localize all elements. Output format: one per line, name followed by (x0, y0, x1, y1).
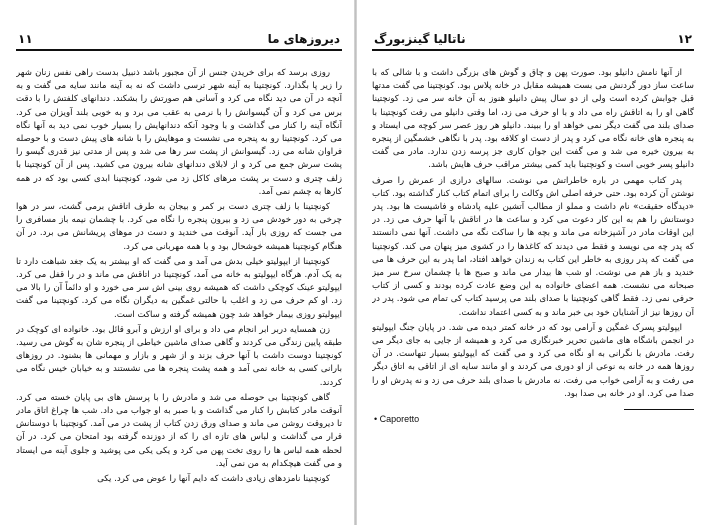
paragraph: گاهی کونچتینا بی حوصله می شد و مادرش را با پرسش های بی پایان خسته می کرد. آنوقت مادر کتابش را کنار می گذاشت و با صبر به او جواب می داد. شب ها چراغ اتاق مادر تا دیروقت روشن می ماند و صدای ورق زدن کتاب از پشت در می آمد. کونچتینا با دوستانش قرار می گذاشت و لباس های تازه ای را که از دوزنده گرفته بود امتحان می کرد. در آن لحظه همه لباس ها را روی تخت پهن می کرد و یکی یکی می پوشید و جلوی آینه می ایستاد و می گفت هیچکدام به من نمی آید. (16, 392, 342, 469)
footnote: • Caporetto (374, 414, 420, 425)
paragraph: کونچتینا با زلف چتری دست بر کمر و بیجان به طرف اتاقش برمی گشت، سر در هوا چرخی به دور خودش می زد و بیرون پنجره را نگاه می کرد. با چشمان نیمه باز مسافری را می جست که روزی باز آید. آنوقت می خندید و دست در موهای پریشانش می برد. در آن هنگام کونچتینا همیشه خوشحال بود و با همه مهربانی می کرد. (16, 202, 342, 252)
book-gutter (354, 0, 357, 525)
paragraph: زن همسایه دربر ابر انجام می داد و برای او ارزش و آبرو قائل بود. خانواده ای کوچک در طبقه پایین زندگی می کردند و گاهی صدای ماشین خیاطی از پنجره شان به گوش می رسید. کونچتینا دوست داشت با آنها حرف بزند و از شهر و بازار و مهمانی ها بشنود. در روزهای بارانی کسی به خانه نمی آمد و همه پشت پنجره ها می نشستند و به خیابان خیس نگاه می کردند. (16, 324, 342, 388)
paragraph: پدر کتاب مهمی در باره خاطراتش می نوشت. سالهای درازی از عمرش را صرف نوشتن آن کرده بود. حتی حرفه اصلی اش وکالت را برای اتمام کتاب کنار گذاشته بود. کتاب «دیدگاه حقیقت» نام داشت و مملو از مطالب آتشین علیه پادشاه و فاشیست ها بود. پدر دوستانش را هم به این کار دعوت می کرد و ساعت ها در اتاقش با آنها حرف می زد. در این اوقات مادر در آشپزخانه می ماند و بچه ها را ساکت نگه می داشت. آنها نمی دانستند که پدر چه می نویسد و فقط می دیدند که کاغذها را در کشوی میز پنهان می کند. کونچتینا می گفت که پدر روزی به خاطر این کتاب به زندان خواهد افتاد، اما پدر به این حرف ها می خندید و باز هم می نوشت. او شب ها بیدار می ماند و صبح ها با چشمان سرخ سر میز صبحانه می نشست. همه اعضای خانواده به این وضع عادت کرده بودند و کسی از کتاب حرفی نمی زد. فقط گاهی کونچتینا با صدای بلند می پرسید کتاب کی تمام می شود. پدر در آن روزها نیز از آشنایان خود بی خبر ماند و به کسی اعتماد نداشت. (372, 175, 694, 318)
right-page (372, 28, 694, 518)
paragraph: ایپولیتو پسرک غمگین و آرامی بود که در خانه کمتر دیده می شد. در پایان جنگ ایپولیتو در انجمن باشگاه های ماشین تحریر خبرنگاری می کرد و همیشه از جایی به جای دیگر می رفت. مادرش با نگرانی به او نگاه می کرد و می گفت که ایپولیتو بسیار تنهاست. در آن روزها همه در خانه به نوعی از او دوری می کردند و او مانند سایه ای از اتاقی به اتاق دیگر می رفت و به آرامی خواب می رفت. نه مادرش با صدای بلند حرف می زد و نه پدرش او را صدا می کرد. او در خانه بی صدا بود. (372, 322, 694, 399)
paragraph: کونچتینا از ایپولیتو خیلی بدش می آمد و می گفت که او بیشتر به یک جغد شباهت دارد تا به یک آدم. هرگاه ایپولیتو به خانه می آمد، کونچتینا در اتاقش می ماند و در را قفل می کرد. ایپولیتو عینک کوچکی داشت که همیشه روی بینی اش سر می خورد و او دائماً آن را بالا می زد. او کم حرف می زد و اغلب با حالتی غمگین به دیگران نگاه می کرد. کونچتینا می گفت ایپولیتو روزی بیمار خواهد شد چون همیشه گرفته و ساکت است. (16, 256, 342, 320)
left-page-body (16, 67, 342, 486)
left-page-number: ۱۱ (18, 32, 33, 46)
right-page-number: ۱۲ (677, 32, 692, 46)
left-page-running-title: دیروزهای ما (267, 32, 340, 46)
paragraph: روزی برسد که برای خریدن جنس از آن مجبور باشد ذنبیل بدست راهی نفس زنان شهر را زیر پا بگذارد. کونچتینا به آینه شهر ترسی داشت که نه به آینه مانند سایه می گفت و به آنچه در آن می دید نگاه می کرد و آسانی هم صورتش را بشکند. دندانهای کلفتش را با دقت برس می کرد و آن گیسوانش را با نرمی به عقب می برد و به خوبی بلند آویزان می کرد. آنگاه آینه را کنار می گذاشت و با وجود آنکه دندانهایش را بسیار خوب نمی دید به آنها نگاه می کرد. کونچتینا رو به پنجره می نشست و موهایش را با شانه های پیش دست و با حوصله فراوان شانه می زد. گیسوانش از پشت سر رها می شد و پس از مدتی نیز قدری گیسو را پشت سرش جمع می کرد و از لابلای دندانهای شانه بیرون می کشید. پس از آن کونچتینا با زلف چتری و دست بر پشت مرهای کاکل زد می شود، کونچتینا ابدی کسی بود که در همه کارها به چشم نمی آمد. (16, 68, 342, 197)
paragraph: از آنها نامش دانیلو بود. صورت پهن و چاق و گوش های بزرگی داشت و با شالی که با ساعت ساز دور گردنش می بست همیشه مقابل در خانه پلاس بود. کونچتینا می گفت مدتها قبل جوابش کرده است ولی از دو سال پیش دانیلو هنوز به آن خانه سر می زد. کونچتینا گاهی او را به اتاقش راه می داد و با او حرف می زد، اما وقتی دانیلو می رفت کونچتینا با صدای بلند می گفت دیگر نمی خواهد او را ببیند. دانیلو هر روز عصر سر کوچه می ایستاد و به پنجره های خانه نگاه می کرد و پدر از دست او کلافه بود. پدر با نگاهی خشمگین از پنجره به بیرون خیره می شد و می گفت این جوان کاری جز پرسه زدن ندارد. مادر می گفت دانیلو پسر خوبی است و کونچتینا باید کمی بیشتر مراقب حرف هایش باشد. (372, 68, 694, 171)
paragraph: کونچتینا نامزدهای زیادی داشت که دایم آنها را عوض می کرد. یکی (97, 474, 330, 485)
right-page-running-title: ناتالیا گینزبورگ (374, 32, 466, 46)
left-page-header (16, 28, 342, 51)
right-page-header (372, 28, 694, 51)
right-page-body (372, 67, 694, 401)
footnote-divider (624, 409, 694, 410)
left-page (16, 28, 342, 518)
